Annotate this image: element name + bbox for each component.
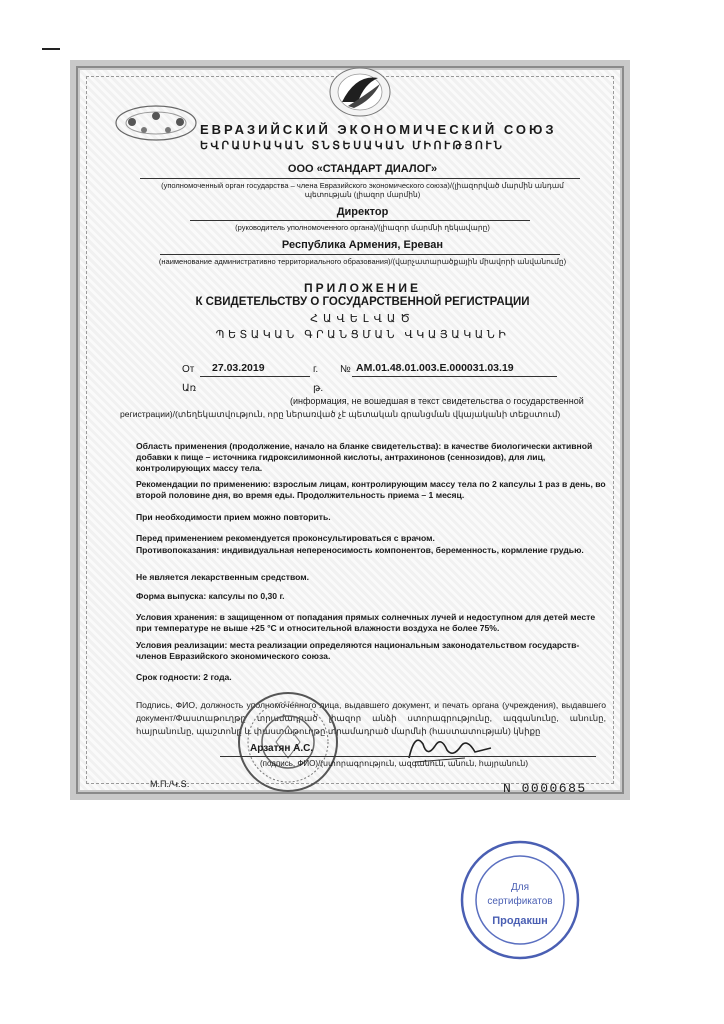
- number-sign: №: [340, 364, 351, 375]
- serial-number: N 0000685: [503, 781, 587, 796]
- position-underline: [190, 220, 530, 221]
- repeat-paragraph: При необходимости прием можно повторить.: [136, 512, 331, 522]
- stamp-text-2: сертификатов: [487, 896, 553, 907]
- shelf-life-paragraph: Срок годности: 2 года.: [136, 672, 232, 682]
- authority-position: Директор: [336, 206, 389, 218]
- authority-place: Республика Армения, Ереван: [281, 239, 444, 251]
- union-name-russian: ЕВРАЗИЙСКИЙ ЭКОНОМИЧЕСКИЙ СОЮЗ: [200, 122, 557, 137]
- title-certificate-ru: К СВИДЕТЕЛЬСТВУ О ГОСУДАРСТВЕННОЙ РЕГИСТРАЦИИ: [195, 296, 530, 308]
- stamp-text-1: Для: [510, 882, 530, 893]
- corner-mark: [42, 48, 60, 50]
- title-appendix-ru: ПРИЛОЖЕНИЕ: [304, 281, 421, 295]
- signatory-name: Арзатян А.С.: [250, 743, 314, 754]
- org-caption-1: (уполномоченный орган государства – члена Евразийского экономического союза)/(լիազորված մարմին անդամ: [161, 181, 564, 190]
- position-caption: (руководитель уполномоченного органа)/(լիազոր մարմնի ղեկավարը): [235, 223, 490, 232]
- storage-paragraph: Условия хранения: в защищенном от попадания прямых солнечных лучей и недоступном для детей месте при температуре не выше +25 °С и относительной влажности воздуха не более 75%.: [136, 612, 596, 633]
- from-label-ru: От: [182, 364, 195, 375]
- title-appendix-am: ՀԱՎԵԼՎԱԾ: [310, 313, 415, 325]
- contraindications-paragraph: Противопоказания: индивидуальная непереносимость компонентов, беременность, кормление грудью.: [136, 545, 584, 555]
- date-underline: [200, 376, 310, 377]
- stamp-place-label: М.П./Կ.Տ.: [150, 779, 190, 789]
- sale-paragraph: Условия реализации: места реализации определяются национальным законодательством государств-членов Евразийского экономического союза.: [136, 640, 580, 661]
- official-seal-icon: [236, 690, 340, 794]
- org-underline: [140, 178, 580, 179]
- signature-caption: (подпись, ФИО)/(ստորագրություն, ազգանուն, անուն, հայրանուն): [260, 759, 529, 768]
- title-certificate-am: ՊԵՏԱԿԱՆ ԳՐԱՆՑՄԱՆ ՎԿԱՅԱԿԱՆԻ: [215, 329, 510, 341]
- eaeu-logo-icon: [318, 62, 402, 118]
- from-label-am: Առ: [182, 383, 197, 394]
- signature-instructions: Подпись, ФИО, должность уполномоченного лица, выдавшего документ, и печать органа (учреждения), выдавшего документ/Փաստաթուղթը տրամադրած լիազոր անձի ստորագրությունը, ազգանունը, անունը, հայրանունը, պաշտոնը և փաստաթուղթը տրամադրած մարմնի (հաստատության) կնիքը: [136, 700, 606, 736]
- union-name-armenian: ԵՎՐԱՍԻԱԿԱՆ ՏՆՏԵՍԱԿԱՆ ՄԻՈՒԹՅՈՒՆ: [200, 140, 505, 152]
- info-caption-1: (информация, не вошедшая в текст свидетельства о государственной: [290, 396, 584, 406]
- registration-date: 27.03.2019: [212, 362, 265, 374]
- place-caption: (наименование административно территориального образования)/(վարչատարածքային միավորի անվանումը): [158, 257, 567, 266]
- scope-paragraph: Область применения (продолжение, начало на бланке свидетельства): в качестве биологически активной добавки к пище – источника гидроксилимонной кислоты, антрахинонов (сеннозидов), для лиц, контролирующих массу тела.: [136, 441, 593, 473]
- distributor-stamp-icon: [458, 838, 582, 962]
- registration-number: АМ.01.48.01.003.Е.000031.03.19: [356, 362, 514, 374]
- not-medicine-paragraph: Не является лекарственным средством.: [136, 572, 310, 582]
- org-caption-2: պետության (լիազոր մարմին): [304, 190, 421, 199]
- year-label-am: թ.: [313, 383, 324, 394]
- year-label-ru: г.: [313, 364, 319, 375]
- signature-underline: [220, 756, 596, 757]
- number-underline: [352, 376, 557, 377]
- release-form-paragraph: Форма выпуска: капсулы по 0,30 г.: [136, 591, 285, 601]
- stamp-text-3: Продакшн: [492, 915, 548, 927]
- usage-paragraph: Рекомендации по применению: взрослым лицам, контролирующим массу тела по 2 капсулы 1 раз в день, во второй половине дня, во время еды. Продолжительность приема – 1 месяц.: [136, 479, 606, 500]
- consult-paragraph: Перед применением рекомендуется проконсультироваться с врачом.: [136, 533, 435, 543]
- authority-org: ООО «СТАНДАРТ ДИАЛОГ»: [287, 163, 438, 175]
- info-caption-2: регистрации)/(տեղեկատվություն, որը ներառված չէ պետական գրանցման վկայականի տեքստում): [120, 409, 561, 419]
- ornament-emblem-icon: [112, 102, 200, 144]
- place-underline: [160, 254, 560, 255]
